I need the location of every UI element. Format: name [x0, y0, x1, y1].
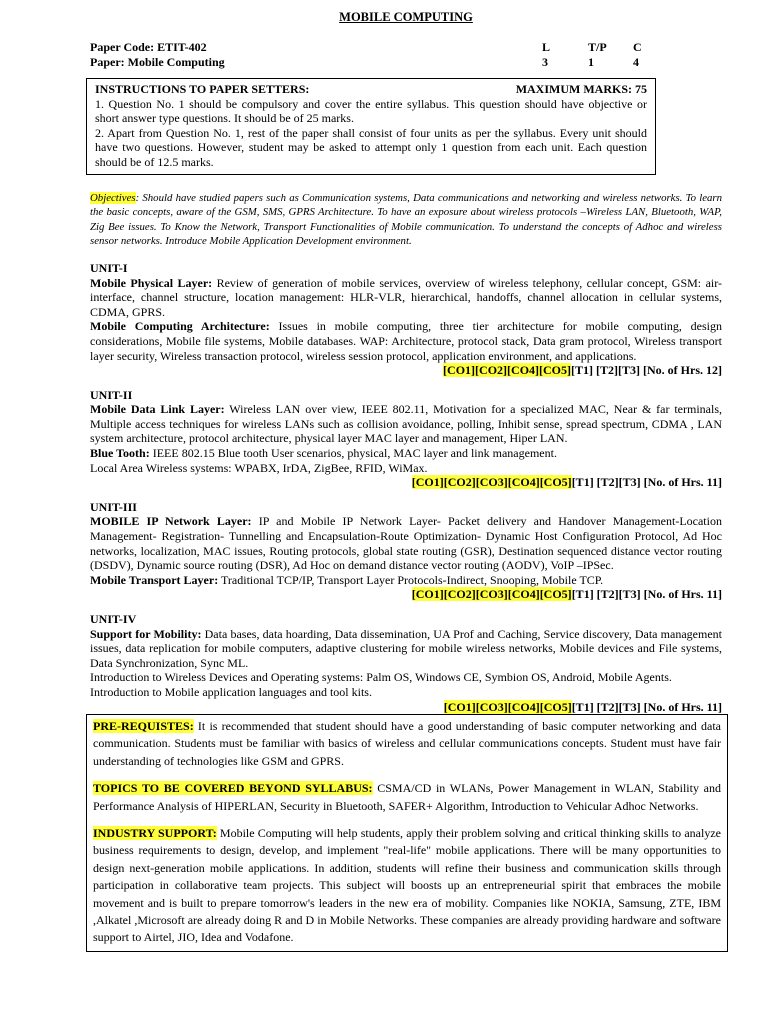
unit-3-topic — [90, 573, 722, 588]
topic-heading: Blue Tooth: — [90, 446, 150, 461]
topic-heading: Mobile Physical Layer: — [90, 275, 213, 290]
topic-heading: Mobile Computing Architecture: — [90, 319, 270, 334]
instruction-item: 1. Question No. 1 should be compulsory and cover the entire syllabus. This question should have objective or short answer type questions. It should be of 25 marks. — [95, 96, 647, 126]
unit-1-topic — [90, 319, 722, 363]
industry-support-label: INDUSTRY SUPPORT: — [93, 826, 217, 841]
objectives-text: : Should have studied papers such as Communication systems, Data communications and networking and wireless networks. To learn the basic concepts, aware of the GSM, SMS, GPRS Architecture. To have an exposure about wireless protocols –Wireless LAN, Bluetooth, WAP, Zig Bee issues. To Know the Network, Transport Functionalities of Mobile communication. To understand the concepts of Adhoc and wireless sensor networks. Introduce Mobile Application Development environment. — [90, 191, 722, 248]
references-hours: [T1] [T2][T3] [No. of Hrs. 11] — [571, 475, 722, 490]
topic-heading: Support for Mobility: — [90, 626, 202, 641]
unit-2-topic — [90, 446, 722, 461]
syllabus-page — [90, 0, 722, 714]
topic-text: IP and Mobile IP Network Layer- Packet delivery and Handover Management-Location Management- Registration- Tunnelling and Encapsulation-Route Optimization- Dynamic Host Configuration Protocol, Ad Hoc networks, localization, MAC issues, Routing protocols, global state routing (GSR), Destination sequenced distance vector routing (DSDV), Dynamic source routing (DSR), Ad Hoc on demand distance vector routing (AODV), VoIP –IPSec. — [90, 514, 722, 573]
references-hours: [T1] [T2][T3] [No. of Hrs. 12] — [571, 363, 722, 378]
beyond-syllabus-text: CSMA/CD in WLANs, Power Management in WLAN, Stability and Performance Analysis of HIPERLAN, Security in Bluetooth, SAFER+ Algorithm, Introduction to Vehicular Adhoc Networks. — [93, 781, 721, 813]
references-hours: [T1] [T2][T3] [No. of Hrs. 11] — [571, 587, 722, 602]
prerequisites-label: PRE-REQUISTES: — [93, 719, 194, 733]
topic-heading: Mobile Data Link Layer: — [90, 402, 225, 417]
paper-header — [90, 40, 722, 70]
course-outcomes: [CO1][CO2][CO3][CO4][CO5] — [411, 587, 572, 602]
col-value: 3 — [542, 54, 548, 69]
topic-text: Issues in mobile computing, three tier architecture for mobile computing, design considerations, Mobile file systems, Mobile databases. WAP: Architecture, protocol stack, Data gram protocol, Wireless transport layer security, Wireless transaction protocol, wireless session protocol, application environment, and applications. — [90, 319, 722, 363]
credit-column-c — [633, 40, 642, 69]
credit-column-tp — [588, 40, 607, 69]
course-outcomes: [CO1][CO2][CO3][CO4][CO5] — [411, 475, 572, 490]
course-outcomes: [CO1][CO2][CO4][CO5] — [443, 363, 572, 378]
prerequisites-text: It is recommended that student should have a good understanding of basic computer networking and data communication. Students must be familiar with basics of wireless and cellular communications concepts. Student must have fair understanding of technologies like GSM and GPRS. — [93, 719, 721, 768]
prerequisites-paragraph — [93, 718, 721, 770]
industry-support-text: Mobile Computing will help students, apply their problem solving and critical thinking skills to analyze business requirements to design, develop, and implement "real-life" mobile applications. There will be many opportunities to design next-generation mobile applications. In addition, students will refine their business and communication skills through participation in collaborative team projects. This subject will boosts up an entrepreneurial spirit that embraces the mobile movement and is built to prepare tomorrow's leaders in the new era of mobility. Companies like NOKIA, Samsung, ZTE, IBM ,Alkatel ,Microsoft are already doing R and D in Mobile Networks. These companies are already providing hardware and software support to Airtel, JIO, Idea and Vodafone. — [93, 826, 721, 945]
paper-code: Paper Code: ETIT-402 — [90, 40, 207, 54]
topic-text: Review of generation of mobile services, overview of wireless telephony, cellular concept, GSM: air-interface, channel structure, location management: HLR-VLR, hierarchical, handoffs, channel allocation in cellular systems, CDMA, GPRS. — [90, 275, 722, 319]
instructions-heading: INSTRUCTIONS TO PAPER SETTERS: — [95, 82, 310, 96]
paper-info — [90, 40, 225, 69]
unit-4-outcomes — [90, 700, 722, 715]
course-outcomes: [CO1][CO3][CO4][CO5] — [443, 699, 572, 714]
col-head: L — [542, 40, 551, 54]
unit-1-outcomes — [90, 363, 722, 378]
unit-4-topic — [90, 627, 722, 671]
beyond-syllabus-label: TOPICS TO BE COVERED BEYOND SYLLABUS: — [93, 781, 373, 796]
objectives-label: Objectives — [90, 191, 136, 204]
unit-3-outcomes — [90, 587, 722, 602]
col-value: 4 — [633, 54, 639, 69]
unit-4-title: UNIT-IV — [90, 612, 137, 626]
beyond-syllabus-paragraph — [93, 780, 721, 815]
col-value: 1 — [588, 54, 594, 69]
unit-2-title: UNIT-II — [90, 387, 133, 402]
topic-text: Data bases, data hoarding, Data dissemination, UA Prof and Caching, Service discovery, Data management issues, data replication for mobile computers, adaptive clustering for mobile wireless networks, Mobile devices and File systems, Data Synchronization, Sync ML. — [90, 626, 722, 670]
unit-1-topic — [90, 276, 722, 320]
topic-heading: MOBILE IP Network Layer: — [90, 514, 252, 529]
instructions-box — [86, 78, 656, 175]
unit-2-outcomes — [90, 475, 722, 490]
max-marks: MAXIMUM MARKS: 75 — [515, 82, 647, 96]
industry-support-paragraph — [93, 825, 721, 947]
col-head: C — [633, 40, 642, 54]
page-title: MOBILE COMPUTING — [339, 10, 473, 24]
unit-3-topic — [90, 514, 722, 572]
topic-text: IEEE 802.15 Blue tooth User scenarios, physical, MAC layer and link management. — [149, 446, 557, 461]
references-hours: [T1] [T2][T3] [No. of Hrs. 11] — [571, 699, 722, 714]
unit-3-title: UNIT-III — [90, 499, 137, 514]
unit-4-topic: Introduction to Wireless Devices and Operating systems: Palm OS, Windows CE, Symbion OS, Android, Mobile Agents. — [90, 670, 672, 685]
unit-2-topic: Local Area Wireless systems: WPABX, IrDA, ZigBee, RFID, WiMax. — [90, 460, 428, 475]
unit-4-topic: Introduction to Mobile application languages and tool kits. — [90, 684, 372, 699]
col-head: T/P — [588, 40, 607, 54]
topic-text: Wireless LAN over view, IEEE 802.11, Motivation for a specialized MAC, Near & far terminals, Multiple access techniques for wireless LANs such as collision avoidance, polling, Inhibit sense, spread spectrum, CDMA , LAN system architecture, protocol architecture, physical layer MAC layer and management, Hiper LAN. — [90, 402, 722, 446]
credit-column-l — [542, 40, 550, 69]
additional-info-box — [86, 714, 728, 952]
objectives-paragraph — [90, 191, 722, 249]
unit-2-topic — [90, 402, 722, 446]
topic-text: Traditional TCP/IP, Transport Layer Protocols-Indirect, Snooping, Mobile TCP. — [218, 572, 604, 587]
paper-name: Paper: Mobile Computing — [90, 54, 225, 69]
unit-1-title: UNIT-I — [90, 260, 128, 275]
topic-heading: Mobile Transport Layer: — [90, 572, 219, 587]
instruction-item: 2. Apart from Question No. 1, rest of the paper shall consist of four units as per the syllabus. Every unit should have two questions. However, student may be asked to attempt only 1 question from each unit. Each question should be of 12.5 marks. — [95, 125, 647, 169]
